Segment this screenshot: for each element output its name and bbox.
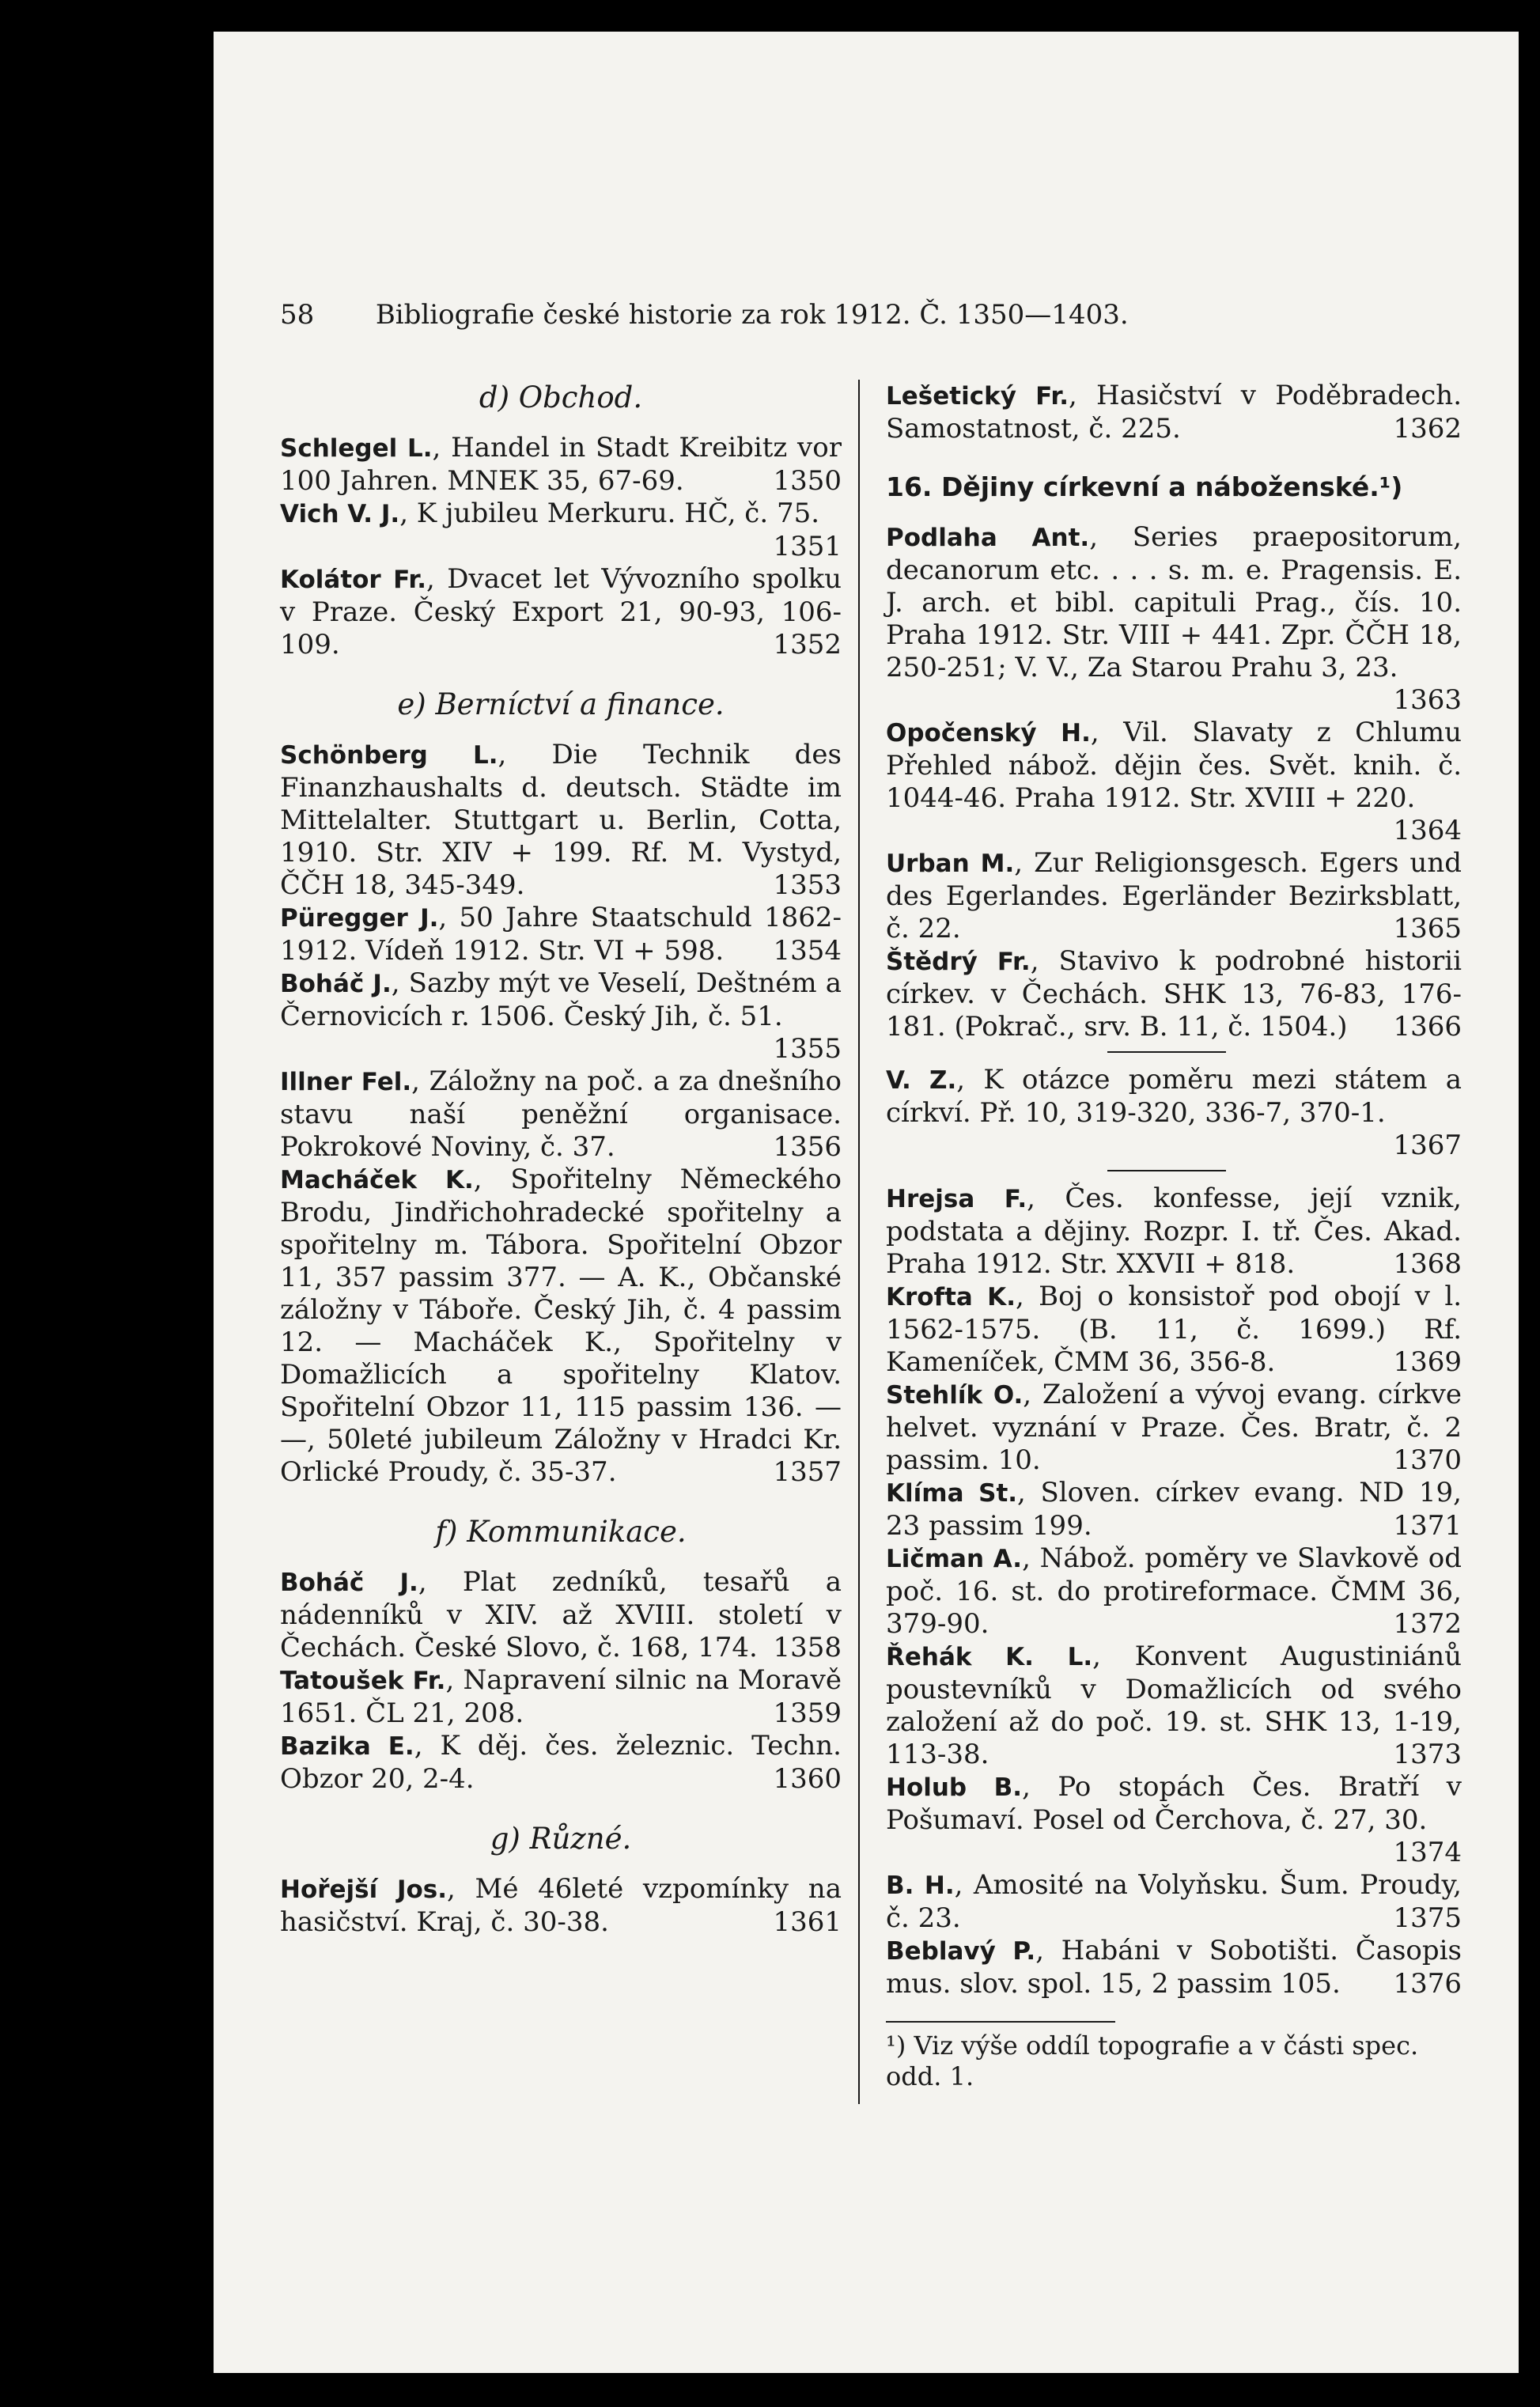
entry-number: 1365 [1393, 913, 1462, 944]
entries-16b [886, 1064, 1462, 1162]
entry-text: , 50 Jahre Staatschuld 1862-1912. Vídeň 1912. Str. VI + 598. [280, 902, 842, 967]
entry-author: Ličman A. [886, 1545, 1023, 1573]
entry-author: B. H. [886, 1871, 955, 1900]
entry-text: , Hasičství v Poděbradech. Samostatnost, č. 225. [886, 380, 1462, 445]
entry-number: 1354 [773, 935, 842, 967]
entry-text: , Dvacet let Vývozního spolku v Praze. Český Export 21, 90-93, 106-109. [280, 563, 842, 660]
entry-author: Štědrý Fr. [886, 948, 1031, 976]
entry-number: 1358 [773, 1632, 842, 1663]
bibliography-entry [280, 1873, 842, 1939]
entry-author: Opočenský H. [886, 719, 1091, 747]
entry-author: Beblavý P. [886, 1937, 1036, 1966]
entry-number: 1372 [1393, 1608, 1462, 1640]
entry-author: Holub B. [886, 1773, 1023, 1802]
footnote: ¹) Viz výše oddíl topografie a v části spec. odd. 1. [886, 2030, 1419, 2091]
entry-author: Illner Fel. [280, 1068, 412, 1096]
entry-author: Krofta K. [886, 1283, 1016, 1311]
left-column [280, 380, 842, 1939]
bibliography-entry [886, 1935, 1462, 2000]
entry-number: 1351 [773, 531, 842, 562]
bibliography-entry [280, 1566, 842, 1664]
entry-text: , Založení a vývoj evang. církve helvet. vyznání v Praze. Čes. Bratr, č. 2 passim. 10. [886, 1379, 1462, 1476]
entry-author: Boháč J. [280, 970, 392, 998]
entry-text: , K otázce poměru mezi státem a církví. Př. 10, 319-320, 336-7, 370-1. [886, 1064, 1462, 1129]
page-header [280, 299, 1324, 331]
entry-author: Klíma St. [886, 1479, 1018, 1508]
entry-text: , Zur Religionsgesch. Egers und des Egerlandes. Egerländer Bezirksblatt, č. 22. [886, 847, 1462, 944]
bibliography-entry [886, 1064, 1462, 1162]
page-number: 58 [280, 299, 315, 331]
bibliography-entry [280, 902, 842, 967]
entry-author: Urban M. [886, 850, 1015, 878]
book-page [214, 32, 1519, 2373]
footnote-rule [886, 2021, 1115, 2023]
entry-author: Tatoušek Fr. [280, 1667, 446, 1695]
bibliography-entry [886, 380, 1462, 445]
entry-text: , Napravení silnic na Moravě 1651. ČL 21, 208. [280, 1664, 842, 1729]
entry-author: Schlegel L. [280, 434, 433, 463]
entry-author: Hrejsa F. [886, 1185, 1027, 1213]
entry-text: , Amosité na Volyňsku. Šum. Proudy, č. 23. [886, 1869, 1462, 1934]
bibliography-entry [886, 1542, 1462, 1641]
entry-number: 1366 [1393, 1011, 1462, 1043]
entry-text: , Sloven. církev evang. ND 19, 23 passim 199. [886, 1477, 1462, 1542]
entry-author: Macháček K. [280, 1166, 474, 1194]
entry-author: Lešetický Fr. [886, 382, 1069, 411]
entry-author: Podlaha Ant. [886, 524, 1090, 552]
section-heading-g: g) Různé. [490, 1822, 632, 1856]
entries-top [886, 380, 1462, 445]
section-heading-16: 16. Dějiny církevní a náboženské.¹) [886, 471, 1403, 502]
bibliography-entry [280, 1730, 842, 1796]
entry-text: , Handel in Stadt Kreibitz vor 100 Jahren. MNEK 35, 67-69. [280, 432, 842, 497]
entry-text: , Mé 46leté vzpomínky na hasičství. Kraj, č. 30-38. [280, 1873, 842, 1938]
entry-number: 1363 [1393, 684, 1462, 716]
entry-number: 1360 [773, 1763, 842, 1795]
running-title: Bibliografie české historie za rok 1912. Č. 1350—1403. [375, 299, 1129, 331]
entry-text: , Záložny na poč. a za dnešního stavu naší peněžní organisace. Pokrokové Noviny, č. 37. [280, 1065, 842, 1163]
entries-g [280, 1873, 842, 1939]
entry-text: , Nábož. poměry ve Slavkově od poč. 16. st. do protireformace. ČMM 36, 379-90. [886, 1542, 1462, 1640]
entry-text: , Spořitelny Německého Brodu, Jindřichohradecké spořitelny a spořitelny m. Tábora. Spořitelní Obzor 11, 357 passim 377. — A. K., Občanské záložny v Táboře. Český Jih, č. 4 passim 12. — Macháček K., Spořitelny v Domažlicích a spořitelny Klatov. Spořitelní Obzor 11, 115 passim 136. — —, 50leté jubileum Záložny v Hradci Kr. Orlické Proudy, č. 35-37. [280, 1164, 842, 1488]
bibliography-entry [280, 739, 842, 902]
entry-author: Hořejší Jos. [280, 1875, 448, 1904]
entry-text: , Vil. Slavaty z Chlumu Přehled nábož. dějin čes. Svět. knih. č. 1044-46. Praha 1912. Str. XVIII + 220. [886, 717, 1462, 814]
entry-text: , Habáni v Sobotišti. Časopis mus. slov. spol. 15, 2 passim 105. [886, 1935, 1462, 2000]
bibliography-entry [886, 1771, 1462, 1869]
section-heading-f: f) Kommunikace. [435, 1515, 687, 1549]
entry-author: Schönberg L. [280, 741, 498, 770]
entry-number: 1371 [1393, 1510, 1462, 1542]
entries-e [280, 739, 842, 1489]
section-heading-d: d) Obchod. [479, 380, 643, 414]
bibliography-entry [886, 1183, 1462, 1281]
entry-text: , K jubileu Merkuru. HČ, č. 75. [399, 498, 820, 529]
bibliography-entry [280, 1164, 842, 1489]
entry-author: Bazika E. [280, 1732, 414, 1761]
entries-16c [886, 1183, 1462, 2000]
bibliography-entry [280, 432, 842, 498]
entry-number: 1356 [773, 1131, 842, 1163]
entry-author: V. Z. [886, 1066, 957, 1095]
entry-author: Püregger J. [280, 904, 439, 933]
entry-text: , Konvent Augustiniánů poustevníků v Domažlicích od svého založení až do poč. 19. st. SHK 13, 1-19, 113-38. [886, 1641, 1462, 1770]
entry-number: 1369 [1393, 1346, 1462, 1378]
section-heading-e: e) Berníctví a finance. [397, 687, 725, 721]
entry-text: , Plat zedníků, tesařů a nádenníků v XIV. až XVIII. století v Čechách. České Slovo, č. 168, 174. [280, 1566, 842, 1663]
entries-f [280, 1566, 842, 1796]
bibliography-entry [280, 563, 842, 661]
entry-number: 1353 [773, 869, 842, 901]
entry-number: 1374 [1393, 1837, 1462, 1868]
entry-number: 1364 [1393, 815, 1462, 846]
entry-author: Boháč J. [280, 1569, 418, 1597]
entry-number: 1375 [1393, 1902, 1462, 1934]
entry-text: , Po stopách Čes. Bratří v Pošumaví. Posel od Čerchova, č. 27, 30. [886, 1771, 1462, 1836]
bibliography-entry [280, 967, 842, 1065]
bibliography-entry [886, 717, 1462, 847]
entry-number: 1373 [1393, 1739, 1462, 1770]
entry-number: 1359 [773, 1697, 842, 1729]
entry-number: 1355 [773, 1033, 842, 1065]
entry-author: Vich V. J. [280, 500, 400, 528]
entry-author: Kolátor Fr. [280, 566, 426, 594]
entries-16a [886, 521, 1462, 1043]
bibliography-entry [886, 1379, 1462, 1477]
separator-rule [1107, 1051, 1226, 1053]
entry-number: 1367 [1393, 1130, 1462, 1161]
column-divider [858, 380, 860, 2104]
bibliography-entry [886, 847, 1462, 945]
bibliography-entry [886, 1869, 1462, 1935]
bibliography-entry [886, 521, 1462, 717]
entry-author: Řehák K. L. [886, 1643, 1093, 1671]
entry-text: , Stavivo k podrobné historii církev. v Čechách. SHK 13, 76-83, 176-181. (Pokrač., srv. B. 11, č. 1504.) [886, 945, 1462, 1043]
bibliography-entry [886, 1641, 1462, 1771]
right-column [886, 380, 1462, 2092]
bibliography-entry [280, 498, 842, 563]
entry-number: 1376 [1393, 1968, 1462, 2000]
entry-text: , Čes. konfesse, její vznik, podstata a dějiny. Rozpr. I. tř. Čes. Akad. Praha 1912. Str. XXVII + 818. [886, 1183, 1462, 1280]
entry-number: 1350 [773, 465, 842, 497]
entry-number: 1368 [1393, 1248, 1462, 1280]
bibliography-entry [886, 1477, 1462, 1542]
bibliography-entry [280, 1065, 842, 1164]
entry-text: , Die Technik des Finanzhaushalts d. deutsch. Städte im Mittelalter. Stuttgart u. Berlin, Cotta, 1910. Str. XIV + 199. Rf. M. Vystyd, ČČH 18, 345-349. [280, 739, 842, 901]
bibliography-entry [886, 1281, 1462, 1379]
entry-number: 1370 [1393, 1444, 1462, 1476]
entry-number: 1361 [773, 1906, 842, 1938]
entry-text: , Boj o konsistoř pod obojí v l. 1562-1575. (B. 11, č. 1699.) Rf. Kameníček, ČMM 36, 356-8. [886, 1281, 1462, 1378]
separator-rule [1107, 1170, 1226, 1171]
entries-d [280, 432, 842, 661]
entry-text: , Series praepositorum, decanorum etc. . . . s. m. e. Pragensis. E. J. arch. et bibl. capituli Prag., čís. 10. Praha 1912. Str. VIII + 441. Zpr. ČČH 18, 250-251; V. V., Za Starou Prahu 3, 23. [886, 521, 1462, 683]
entry-number: 1362 [1393, 413, 1462, 445]
entry-text: , Sazby mýt ve Veselí, Deštném a Černovicích r. 1506. Český Jih, č. 51. [280, 967, 842, 1032]
entry-number: 1357 [773, 1456, 842, 1488]
entry-text: , K děj. čes. železnic. Techn. Obzor 20, 2-4. [280, 1730, 842, 1795]
entry-author: Stehlík O. [886, 1381, 1024, 1410]
bibliography-entry [886, 945, 1462, 1043]
bibliography-entry [280, 1664, 842, 1730]
entry-number: 1352 [773, 629, 842, 660]
